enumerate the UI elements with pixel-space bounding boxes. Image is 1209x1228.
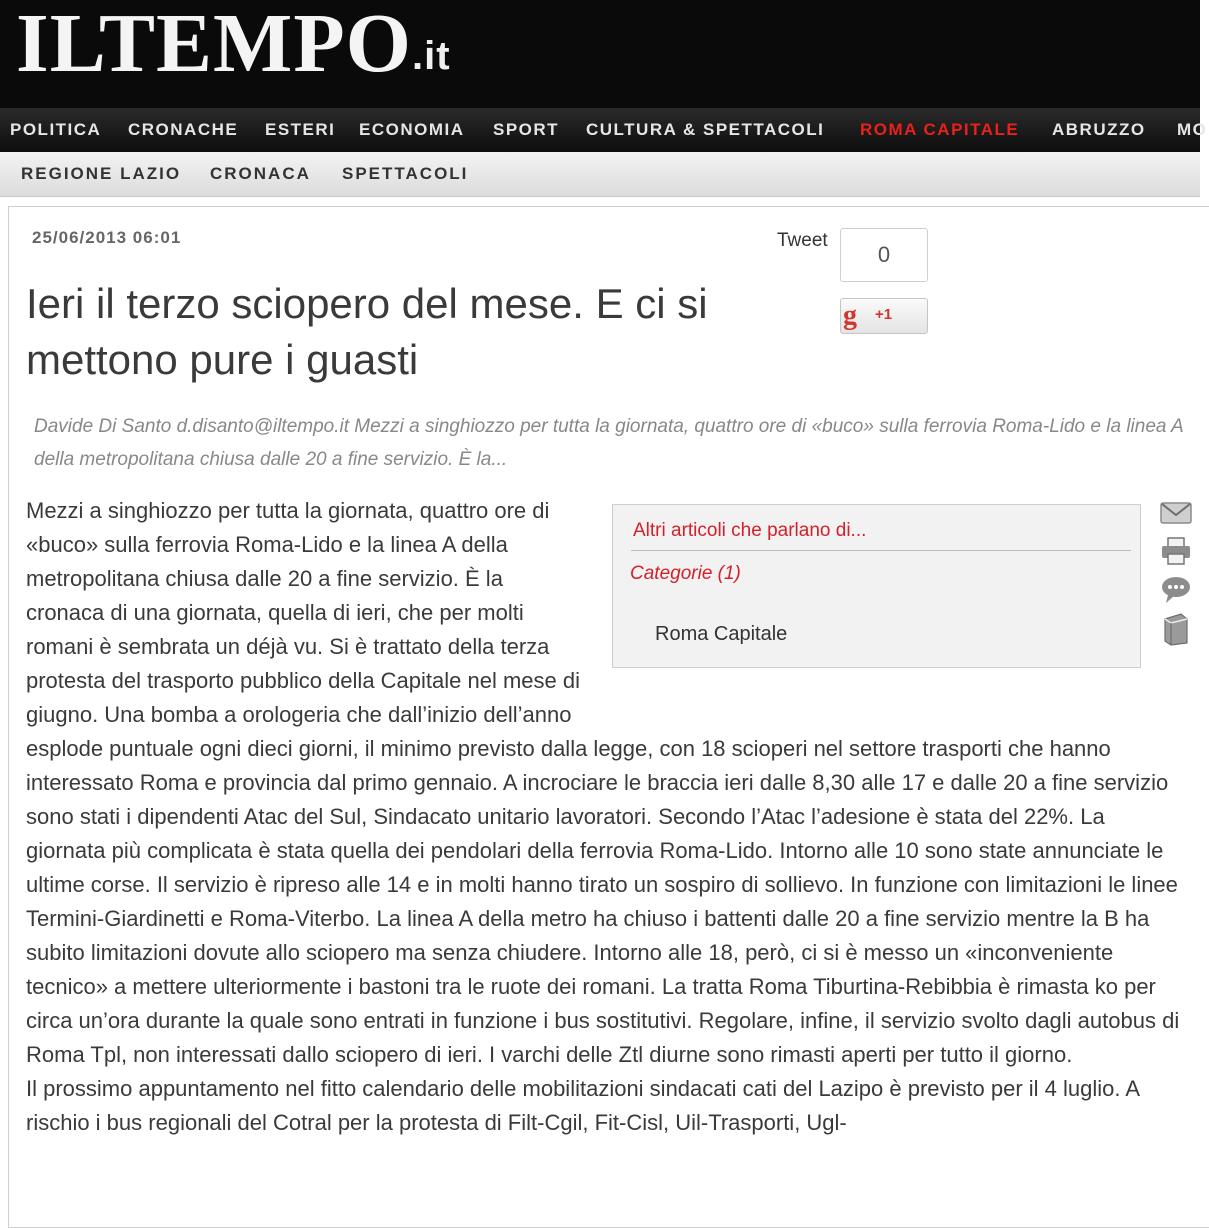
book-icon[interactable] [1159,611,1195,645]
mail-icon[interactable] [1159,497,1195,531]
nav-item-esteri[interactable]: ESTERI [265,120,336,139]
tweet-button[interactable]: Tweet [777,230,828,251]
related-category-label[interactable]: Categorie (1) [630,563,741,584]
masthead [0,0,1200,108]
print-icon[interactable] [1159,535,1195,569]
nav-item-economia[interactable]: ECONOMIA [359,120,465,139]
nav-item-politica[interactable]: POLITICA [10,120,102,139]
main-nav [0,108,1208,152]
subnav-item-cronaca[interactable]: CRONACA [210,164,311,183]
subnav-item-regione-lazio[interactable]: REGIONE LAZIO [21,164,182,183]
sub-nav [0,152,1200,197]
comment-icon[interactable] [1159,573,1195,607]
tweet-count: 0 [840,228,928,282]
related-item-roma-capitale[interactable]: Roma Capitale [655,623,788,645]
divider [631,550,1131,551]
logo-main: ILTEMPO [16,0,412,90]
nav-item-cronache[interactable]: CRONACHE [128,120,239,139]
nav-item-more[interactable]: MO [1177,120,1208,139]
logo-suffix: .it [412,34,451,78]
nav-item-abruzzo[interactable]: ABRUZZO [1052,120,1146,139]
article-paragraph: Mezzi a singhiozzo per tutta la giornata, quattro ore di «buco» sulla ferrovia Roma-Lido e la linea A della metropolitana chiusa dalle 20 a fine servizio. È la cronaca di una giornata, quella di ieri, che per molti romani è sembrata un déjà vu. Si è trattato della terza protesta del trasporto pubblico della Capitale nel mese di giugno. Una bomba a orologeria che dall’inizio dell’anno esplode puntuale ogni dieci giorni, il minimo previsto dalla legge, con 18 scioperi nel settore trasporti che hanno interessato Roma e provincia dal primo gennaio. A incrociare le braccia ieri dalle 8,30 alle 17 e dalle 20 a fine servizio sono stati i dipendenti Atac del Sul, Sindacato unitario lavoratori. Secondo l’Atac l’adesione è stata del 22%. La giornata più complicata è stata quella dei pendolari della ferrovia Roma-Lido. Intorno alle 10 sono state annunciate le ultime corse. Il servizio è ripreso alle 14 e in molti hanno tirato un sospiro di sollievo. In funzione con limitazioni le linee Termini-Giardinetti e Roma-Viterbo. La linea A della metro ha chiuso i battenti dalle 20 a fine servizio mentre la B ha subito limitazioni dovute allo sciopero ma senza chiudere. Intorno alle 18, però, ci si è messo un «inconveniente tecnico» a mettere ulteriormente i bastoni tra le ruote dei romani. La tratta Roma Tiburtina-Rebibbia è rimasta ko per circa un’ora durante la quale sono entrati in funzione i bus sostitutivi. Regolare, infine, il servizio svolto dagli autobus di Roma Tpl, non interessati dallo sciopero di ieri. I varchi delle Ztl diurne sono rimasti aperti per tutto il giorno. [26,498,1180,1067]
nav-item-cultura-spettacoli[interactable]: CULTURA & SPETTACOLI [586,120,825,139]
article-date: 25/06/2013 06:01 [32,228,182,247]
related-title: Altri articoli che parlano di... [633,520,867,541]
article-title: Ieri il terzo sciopero del mese. E ci si mettono pure i guasti [26,280,708,383]
nav-item-roma-capitale[interactable]: ROMA CAPITALE [860,120,1020,139]
subnav-item-spettacoli[interactable]: SPETTACOLI [342,164,469,183]
article-paragraph: Il prossimo appuntamento nel fitto calendario delle mobilitazioni sindacati cati del Lazipo è previsto per il 4 luglio. A rischio i bus regionali del Cotral per la protesta di Filt-Cgil, Fit-Cisl, Uil-Trasporti, Ugl- [26,1076,1139,1135]
article-abstract: Davide Di Santo d.disanto@iltempo.it Mezzi a singhiozzo per tutta la giornata, quattro ore di «buco» sulla ferrovia Roma-Lido e la linea A della metropolitana chiusa dalle 20 a fine servizio. È la... [34,416,1183,470]
related-articles-box [612,504,1141,668]
site-logo[interactable] [16,2,451,100]
google-plus-icon: g [843,300,857,331]
nav-item-sport[interactable]: SPORT [493,120,560,139]
google-plus-label: +1 [875,306,893,323]
google-plus-button[interactable] [840,298,928,334]
